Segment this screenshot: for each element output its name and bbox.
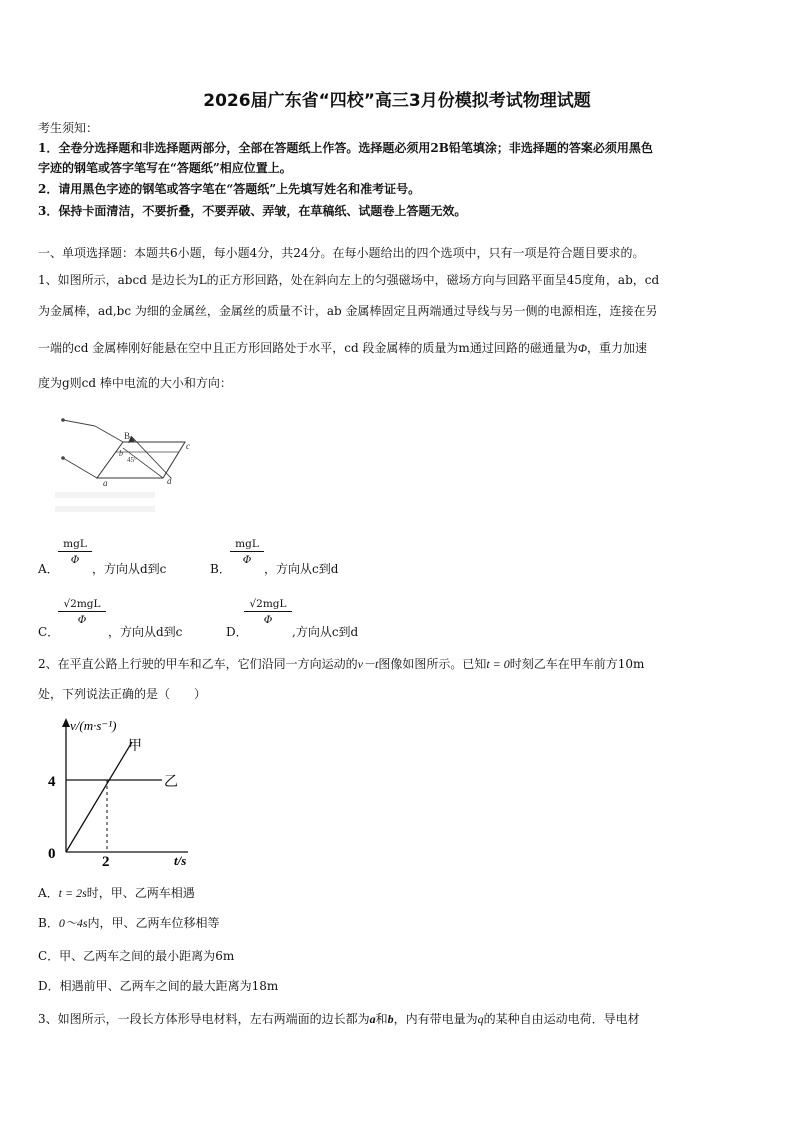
q3-a-symbol: a (369, 1012, 376, 1026)
y-tick-4: 4 (48, 774, 56, 790)
fig-label-c: c (186, 441, 190, 451)
q1-line-1: 1、如图所示，abcd 是边长为L的正方形回路，处在斜向左上的匀强磁场中，磁场方向与回路平面呈45度角，ab，cd (38, 273, 660, 287)
y-axis-arrow (62, 718, 70, 727)
q1-figure (55, 412, 215, 520)
q3-q-symbol: q (477, 1012, 484, 1026)
q1-option-a-label: A． (38, 562, 59, 576)
q3-b-symbol: b (387, 1012, 394, 1026)
t0-symbol: t = 0 (486, 657, 510, 671)
distance-value: 10m (617, 657, 645, 671)
q2-option-c: C．甲、乙两车之间的最小距离为6m (38, 949, 235, 963)
q1-option-b-label: B． (210, 562, 231, 576)
q1-option-d-label: D． (226, 625, 248, 639)
jia-line (66, 742, 132, 852)
x-axis-label: t/s (174, 853, 187, 868)
q1-option-b-text: ，方向从c到d (264, 562, 339, 576)
fig-label-a: a (103, 478, 108, 488)
q2-option-d: D．相遇前甲、乙两车之间的最大距离为18m (38, 979, 279, 993)
origin-label: 0 (48, 846, 56, 862)
flux-symbol: Φ (577, 341, 587, 355)
fig-label-B: B (124, 431, 131, 441)
section-heading: 一、单项选择题：本题共6小题，每小题4分，共24分。在每小题给出的四个选项中，只有一项是符合题目要求的。 (38, 246, 645, 260)
q1-option-d-fraction: √2mgL Φ (244, 598, 292, 626)
q1-option-d-text: ,方向从c到d (292, 625, 359, 639)
notice-line-3: 3．保持卡面清洁，不要折叠，不要弄破、弄皱，在草稿纸、试题卷上答题无效。 (38, 204, 467, 218)
q1-option-b-fraction: mgL Φ (230, 538, 264, 566)
notice-line-2: 2．请用黑色字迹的钢笔或答字笔在“答题纸”上先填写姓名和准考证号。 (38, 182, 421, 196)
q1-option-a-text: ，方向从d到c (92, 562, 167, 576)
x-tick-2: 2 (102, 854, 110, 870)
q1-line-4: 度为g则cd 棒中电流的大小和方向： (38, 376, 232, 390)
q1-line-3: 一端的cd 金属棒刚好能悬在空中且正方形回路处于水平，cd 段金属棒的质量为m通过回路的磁通量为Φ，重力加速 (38, 341, 647, 355)
q2-option-b: B．0～4s内，甲、乙两车位移相等 (38, 916, 220, 930)
notice-line-1a: 1．全卷分选择题和非选择题两部分，全部在答题纸上作答。选择题必须用2B铅笔填涂；非选择题的答案必须用黑色 (38, 141, 653, 155)
page-title: 2026届广东省“四校”高三3月份模拟考试物理试题 (203, 91, 591, 111)
fig-label-d: d (167, 476, 172, 486)
q1-line-2: 为金属棒，ad,bc 为细的金属丝，金属丝的质量不计，ab 金属棒固定且两端通过导线与另一侧的电源相连，连接在另 (38, 304, 658, 318)
q2-line-1: 2、在平直公路上行驶的甲车和乙车，它们沿同一方向运动的v－t图像如图所示。已知t = 0时刻乙车在甲车前方10m (38, 657, 645, 671)
q2-option-a: A．t = 2s时，甲、乙两车相遇 (38, 886, 195, 900)
yi-label: 乙 (164, 775, 178, 790)
y-axis-label: v/(m·s⁻¹) (70, 718, 117, 733)
fig-label-b: b (119, 449, 123, 458)
q3-line-1: 3、如图所示，一段长方体形导电材料，左右两端面的边长都为a和b，内有带电量为q的某种自由运动电荷．导电材 (38, 1012, 640, 1026)
fig-angle-label: 45° (127, 456, 137, 464)
q1-option-c-fraction: √2mgL Φ (58, 598, 106, 626)
vt-symbol: v－t (357, 657, 379, 671)
q2-vt-graph (40, 712, 215, 870)
notice-line-1b: 字迹的钢笔或答字笔写在“答题纸”相应位置上。 (38, 161, 292, 175)
q1-option-c-label: C． (38, 625, 60, 639)
notice-heading: 考生须知： (38, 121, 99, 135)
jia-label: 甲 (128, 739, 142, 754)
q1-option-c-text: ，方向从d到c (108, 625, 183, 639)
q2-line-2: 处，下列说法正确的是（ ） (38, 687, 207, 701)
q1-option-a-fraction: mgL Φ (58, 538, 92, 566)
